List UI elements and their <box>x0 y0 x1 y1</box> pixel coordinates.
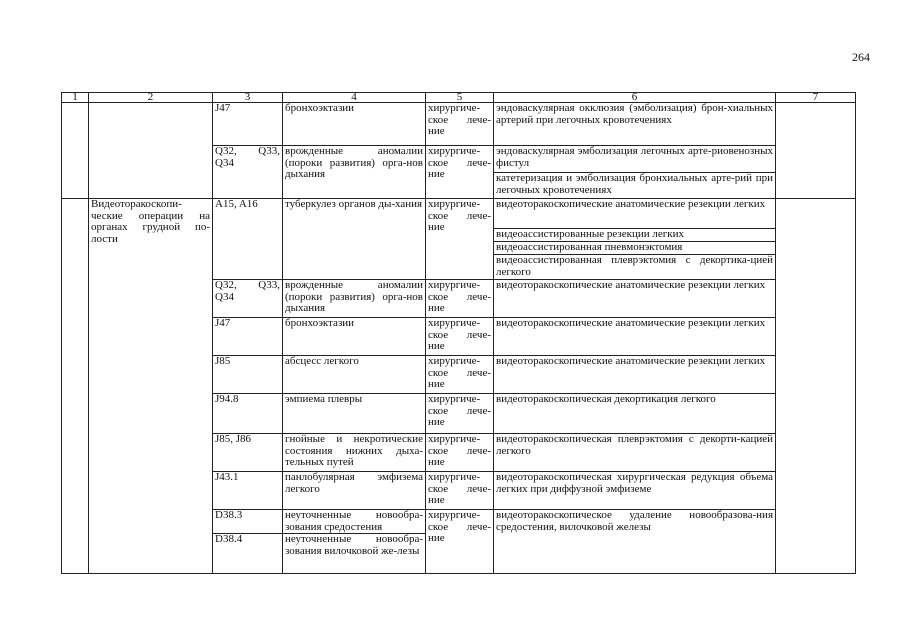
code-cell: J43.1 <box>213 472 283 510</box>
page-number: 264 <box>852 50 870 64</box>
method-cell: видеоторакоскопическое удаление новообразова-ния средостения, вилочковой железы <box>494 510 776 574</box>
table-row <box>62 103 856 146</box>
method-cell: видеоторакоскопические анатомические резекции легких <box>494 356 776 394</box>
method-cell: катетеризация и эмболизация бронхиальных арте-рий при легочных кровотечениях <box>494 173 776 199</box>
treatment-cell: хирургиче-ское лече-ние <box>426 472 494 510</box>
method-cell: видеоторакоскопические анатомические резекции легких <box>494 199 776 229</box>
section-name-cell: Видеоторакоскопи-ческие операции на органах грудной по-лости <box>89 199 213 574</box>
code-cell: J85 <box>213 356 283 394</box>
treatment-cell: хирургиче-ское лече-ние <box>426 280 494 318</box>
treatment-cell: хирургиче-ское лече-ние <box>426 199 494 280</box>
diagnosis-cell: панлобулярная эмфизема легкого <box>283 472 426 510</box>
code-cell: D38.4 <box>213 534 283 574</box>
code-cell: J47 <box>213 318 283 356</box>
code-cell: A15, A16 <box>213 199 283 280</box>
treatment-cell: хирургиче-ское лече-ние <box>426 356 494 394</box>
diagnosis-cell: неуточненные новообра-зования вилочковой же-лезы <box>283 534 426 574</box>
col-number: 5 <box>426 93 494 103</box>
treatment-cell: хирургиче-ское лече-ние <box>426 510 494 574</box>
table-row <box>62 199 856 229</box>
method-cell: видеоассистированные резекции легких <box>494 229 776 242</box>
treatment-cell: хирургиче-ское лече-ние <box>426 318 494 356</box>
col-number: 4 <box>283 93 426 103</box>
empty-cell <box>62 199 89 574</box>
col-number: 7 <box>776 93 856 103</box>
procedures-table <box>61 92 856 574</box>
code-cell: Q32, Q33, Q34 <box>213 146 283 199</box>
method-cell: видеоассистированная пневмонэктомия <box>494 242 776 255</box>
diagnosis-cell: бронхоэктазии <box>283 103 426 146</box>
diagnosis-cell: врожденные аномалии (пороки развития) орга-нов дыхания <box>283 280 426 318</box>
code-cell: J47 <box>213 103 283 146</box>
code-cell: J94.8 <box>213 394 283 434</box>
col-number: 6 <box>494 93 776 103</box>
method-cell: видеоассистированная плеврэктомия с декортика-цией легкого <box>494 255 776 280</box>
empty-cell <box>89 103 213 199</box>
diagnosis-cell: неуточненные новообра-зования средостения <box>283 510 426 534</box>
method-cell: эндоваскулярная эмболизация легочных арте-риовенозных фистул <box>494 146 776 173</box>
code-cell: J85, J86 <box>213 434 283 472</box>
method-cell: видеоторакоскопическая декортикация легкого <box>494 394 776 434</box>
col-number: 1 <box>62 93 89 103</box>
diagnosis-cell: гнойные и некротические состояния нижних дыха-тельных путей <box>283 434 426 472</box>
diagnosis-cell: туберкулез органов ды-хания <box>283 199 426 280</box>
method-cell: видеоторакоскопическая хирургическая редукция объема легких при диффузной эмфиземе <box>494 472 776 510</box>
method-cell: видеоторакоскопическая плеврэктомия с декорти-кацией легкого <box>494 434 776 472</box>
empty-cell <box>62 103 89 199</box>
empty-cell <box>776 103 856 199</box>
treatment-cell: хирургиче-ское лече-ние <box>426 394 494 434</box>
method-cell: видеоторакоскопические анатомические резекции легких <box>494 280 776 318</box>
code-cell: D38.3 <box>213 510 283 534</box>
column-number-row <box>62 93 856 103</box>
method-cell: эндоваскулярная окклюзия (эмболизация) брон-хиальных артерий при легочных кровотечениях <box>494 103 776 146</box>
diagnosis-cell: врожденные аномалии (пороки развития) орга-нов дыхания <box>283 146 426 199</box>
code-cell: Q32, Q33, Q34 <box>213 280 283 318</box>
treatment-cell: хирургиче-ское лече-ние <box>426 103 494 146</box>
diagnosis-cell: эмпиема плевры <box>283 394 426 434</box>
diagnosis-cell: бронхоэктазии <box>283 318 426 356</box>
col-number: 3 <box>213 93 283 103</box>
method-cell: видеоторакоскопические анатомические резекции легких <box>494 318 776 356</box>
empty-cell <box>776 199 856 574</box>
treatment-cell: хирургиче-ское лече-ние <box>426 434 494 472</box>
col-number: 2 <box>89 93 213 103</box>
treatment-cell: хирургиче-ское лече-ние <box>426 146 494 199</box>
diagnosis-cell: абсцесс легкого <box>283 356 426 394</box>
